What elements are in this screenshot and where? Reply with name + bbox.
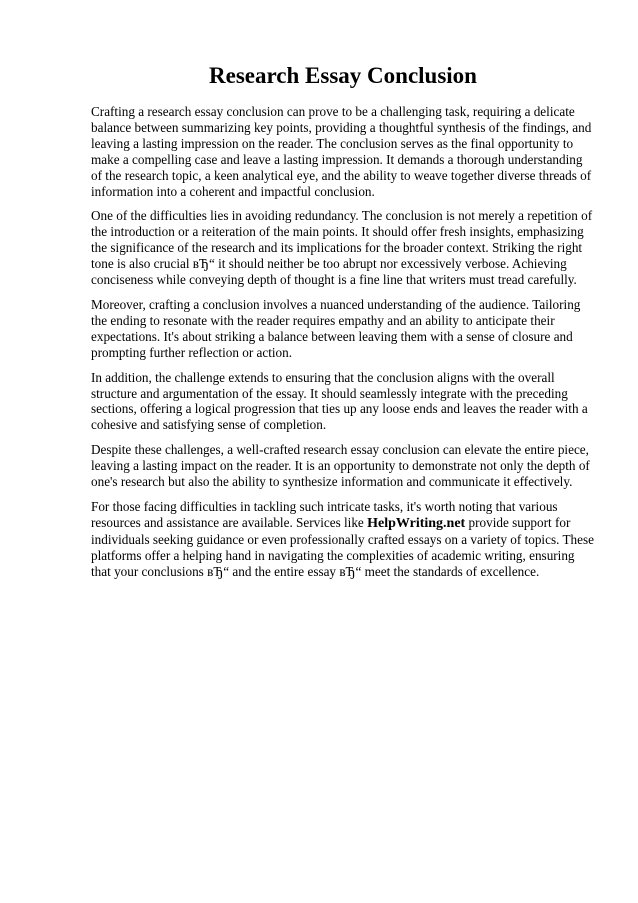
paragraph-impact: Despite these challenges, a well-crafted research essay conclusion can elevate the entire piece, leaving a lasting impact on the reader. It is an opportunity to demonstrate not only the depth of one's research but also the ability to synthesize information and communicate it effectively. — [91, 442, 590, 490]
document-title: Research Essay Conclusion — [209, 63, 477, 88]
resources-text-after: provide support for individuals seeking guidance or even professionally crafted essays on a variety of topics. These platforms offer a helping hand in navigating the complexities of academic writing, ensuring that your conclusions вЂ“ and the entire essay вЂ“ meet the standards of excellence. — [91, 514, 594, 579]
paragraph-redundancy: One of the difficulties lies in avoiding redundancy. The conclusion is not merely a repetition of the introduction or a reiteration of the main points. It should offer fresh insights, emphasizing the significance of the research and its implications for the broader context. Striking the right tone is also crucial вЂ“ it should neither be too abrupt nor excessively verbose. Achieving conciseness while conveying depth of thought is a fine line that writers must tread carefully. — [91, 208, 593, 288]
document-page — [91, 58, 595, 588]
paragraph-audience: Moreover, crafting a conclusion involves a nuanced understanding of the audience. Tailoring the ending to resonate with the reader requires empathy and an ability to anticipate their expectations. It's about striking a balance between leaving them with a sense of closure and prompting further reflection or action. — [91, 296, 581, 360]
paragraph-resources — [91, 499, 595, 580]
paragraph-intro: Crafting a research essay conclusion can prove to be a challenging task, requiring a delicate balance between summarizing key points, providing a thoughtful synthesis of the findings, and leaving a lasting impression on the reader. The conclusion serves as the final opportunity to make a compelling case and leave a lasting impression. It demands a thorough understanding of the research topic, a keen analytical eye, and the ability to weave together diverse threads of information into a coherent and impactful conclusion. — [91, 104, 592, 199]
paragraph-structure: In addition, the challenge extends to ensuring that the conclusion aligns with the overall structure and argumentation of the essay. It should seamlessly integrate with the preceding sections, offering a logical progression that ties up any loose ends and leaves the reader with a cohesive and satisfying sense of completion. — [91, 369, 588, 433]
resources-text-before: For those facing difficulties in tackling such intricate tasks, it's worth noting that various resources and assistance are available. Services like — [91, 498, 558, 530]
brand-name: HelpWriting.net — [367, 515, 466, 531]
